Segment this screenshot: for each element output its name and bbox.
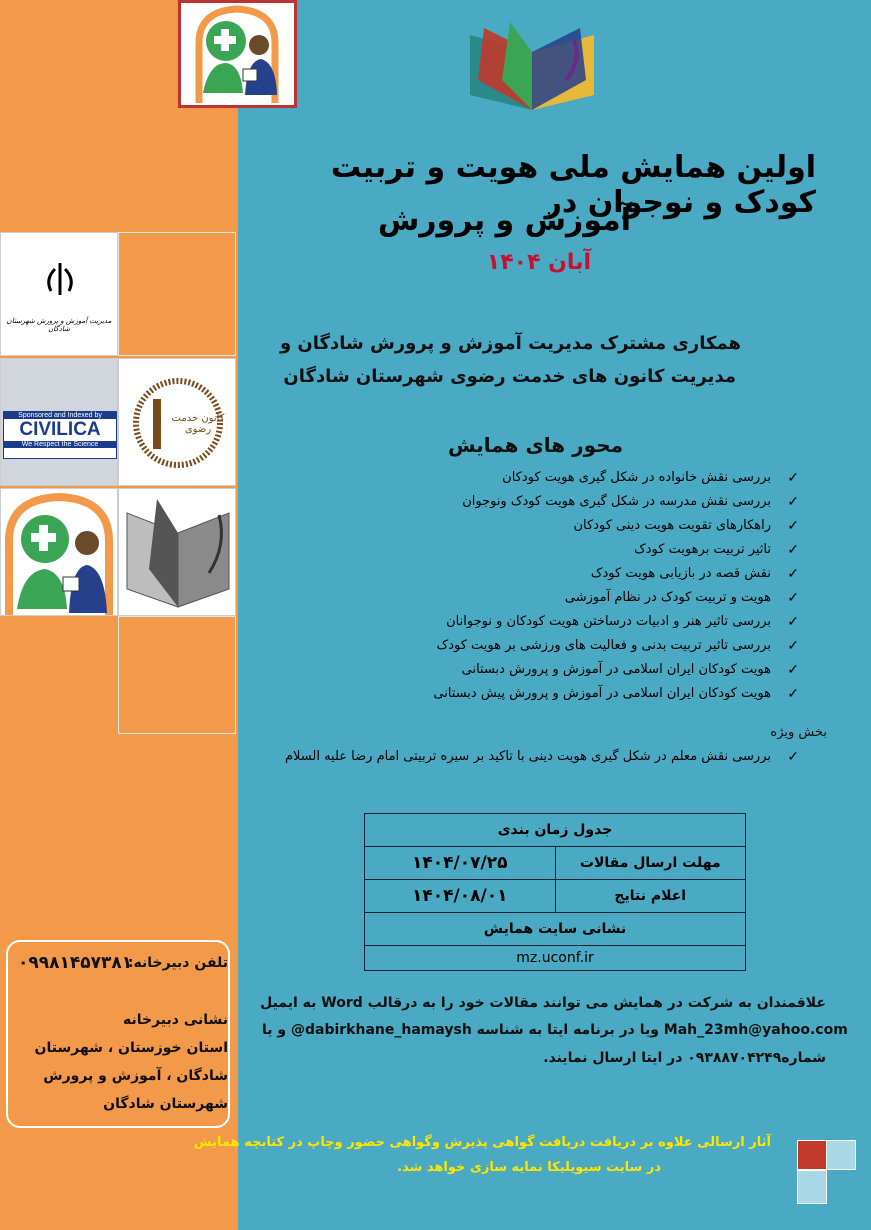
list-item: ✓ هویت کودکان ایران اسلامی در آموزش و پرورش دبستانی <box>399 658 799 682</box>
schedule-value: ۱۴۰۴/۰۸/۰۱ <box>365 880 556 913</box>
book-sketch-icon <box>119 489 236 616</box>
civilica-logo-tile <box>0 358 118 486</box>
special-section-list <box>279 745 799 769</box>
address-label: نشانی دبیرخانه <box>122 1012 228 1028</box>
event-title-line2: آموزش و پرورش <box>377 203 631 238</box>
submission-email[interactable]: Mah_23mh@yahoo.com <box>663 1022 848 1038</box>
submission-line3: شماره۰۹۳۸۸۷۰۴۲۴۹ در ایتا ارسال نمایند. <box>543 1050 826 1066</box>
child-reading-icon <box>181 3 294 105</box>
address-line: شادگان ، آموزش و پرورش <box>43 1068 228 1084</box>
phone-number: ۰۹۹۸۱۴۵۷۳۸۱ <box>18 953 133 973</box>
civilica-bottom-text: We Respect the Science <box>4 441 116 448</box>
collaboration-line2: مدیریت کانون های خدمت رضوی شهرستان شادگان <box>283 366 736 387</box>
child-reading-logo-tile-2 <box>0 488 118 616</box>
razavi-caption: کانون خدمت رضوی <box>171 413 225 435</box>
decorative-square-light <box>797 1170 827 1204</box>
education-org-logo-tile <box>0 232 118 356</box>
iran-emblem-icon <box>1 233 118 313</box>
list-item: ✓ هویت کودکان ایران اسلامی در آموزش و پرورش پیش دبستانی <box>399 682 799 706</box>
site-url-link[interactable]: mz.uconf.ir <box>365 946 746 971</box>
schedule-value: ۱۴۰۴/۰۷/۲۵ <box>365 847 556 880</box>
child-reading-icon <box>1 489 118 616</box>
civilica-top-text: Sponsored and Indexed by <box>4 412 116 419</box>
address-line: شهرستان شادگان <box>103 1096 228 1112</box>
topics-list <box>399 466 799 706</box>
event-date: آبان ۱۴۰۴ <box>486 250 591 275</box>
razavi-logo-tile <box>118 358 236 486</box>
blank-tile <box>118 232 236 356</box>
list-item: ✓ بررسی نقش مدرسه در شکل گیری هویت کودک ونوجوان <box>399 490 799 514</box>
schedule-heading: جدول زمان بندی <box>365 814 746 847</box>
book-sketch-logo-tile <box>118 488 236 616</box>
decorative-square-light <box>826 1140 856 1170</box>
submission-line1: علاقمندان به شرکت در همایش می توانند مقالات خود را به درقالب Word به ایمیل <box>260 995 826 1011</box>
event-title-line1: اولین همایش ملی هویت و تربیت کودک و نوجوان در <box>330 150 816 220</box>
site-heading: نشانی سایت همایش <box>365 913 746 946</box>
list-item: ✓ هویت و تربیت کودک در نظام آموزشی <box>399 586 799 610</box>
list-item: ✓ بررسی نقش معلم در شکل گیری هویت دینی با تاکید بر سیره تربیتی امام رضا علیه السلام <box>279 745 799 769</box>
schedule-table <box>364 813 746 971</box>
civilica-badge <box>3 411 117 459</box>
schedule-label: اعلام نتایج <box>555 880 746 913</box>
list-item: ✓ راهکارهای تقویت هویت دینی کودکان <box>399 514 799 538</box>
footer-line1: آثار ارسالی علاوه بر دریافت دریافت گواهی پذیرش وگواهی حضور وچاپ در کتابچه همایش <box>193 1135 771 1150</box>
child-reading-logo-tile <box>178 0 297 108</box>
eitaa-id[interactable]: @dabirkhane_hamaysh <box>290 1022 472 1038</box>
address-line: استان خوزستان ، شهرستان <box>34 1040 228 1056</box>
collaboration-line1: همکاری مشترک مدیریت آموزش و پرورش شادگان و <box>279 333 741 354</box>
topics-heading: محور های همایش <box>447 433 623 457</box>
blank-tile <box>118 616 236 734</box>
civilica-name: CIVILICA <box>19 419 101 440</box>
list-item: ✓ بررسی تاثیر هنر و ادبیات درساختن هویت کودکان و نوجوانان <box>399 610 799 634</box>
special-section-heading: بخش ویژه <box>770 725 827 740</box>
book-logo-icon <box>462 20 602 120</box>
education-org-caption: مدیریت آموزش و پرورش شهرستان شادگان <box>6 317 112 333</box>
list-item: ✓ بررسی نقش خانواده در شکل گیری هویت کودکان <box>399 466 799 490</box>
phone-label: تلفن دبیرخانه: <box>127 955 228 971</box>
eitaa-end: و یا <box>262 1022 287 1038</box>
list-item: ✓ نقش قصه در بازیابی هویت کودک <box>399 562 799 586</box>
decorative-square-red <box>797 1140 827 1170</box>
eitaa-mid: ویا در برنامه ایتا به شناسه <box>476 1022 659 1038</box>
schedule-label: مهلت ارسال مقالات <box>555 847 746 880</box>
submission-line2 <box>262 1022 848 1038</box>
footer-line2: در سایت سیویلیکا نمایه سازی خواهد شد. <box>397 1160 661 1175</box>
list-item: ✓ بررسی تاثیر تربیت بدنی و فعالیت های ورزشی بر هویت کودک <box>399 634 799 658</box>
list-item: ✓ تاثیر تربیت برهویت کودک <box>399 538 799 562</box>
